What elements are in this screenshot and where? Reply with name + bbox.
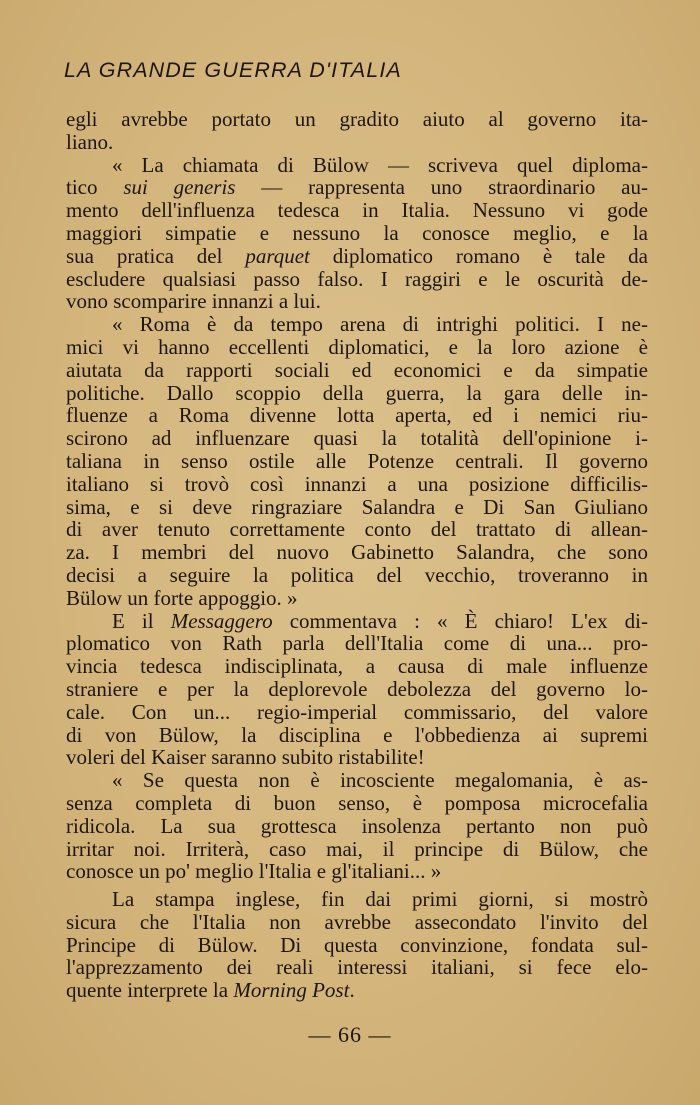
text-line: sima, e si deve ringraziare Salandra e Di San Giuliano <box>66 494 648 519</box>
body-text-block-2 <box>66 888 648 1002</box>
text-line: mento dell'influenza tedesca in Italia. Nessuno vi gode <box>66 198 648 223</box>
italic-term: sui generis <box>123 175 236 200</box>
italic-term: Messaggero <box>170 608 273 633</box>
text-line: decisi a seguire la politica del vecchio, troveranno in <box>66 562 648 587</box>
text-line: escludere qualsiasi passo falso. I raggiri e le oscurità de- <box>66 266 648 291</box>
text-line: sua pratica del parquet diplomatico romano è tale da <box>66 243 648 268</box>
text-line: liano. <box>66 129 114 154</box>
text-line: di aver tenuto correttamente conto del trattato di allean- <box>66 517 648 542</box>
text-line: taliana in senso ostile alle Potenze centrali. Il governo <box>66 448 648 473</box>
text-line: voleri del Kaiser saranno subito ristabilite! <box>66 745 425 770</box>
text-line: quente interprete la Morning Post. <box>66 978 355 1003</box>
body-text-block-1 <box>66 108 648 883</box>
text-line: vincia tedesca indisciplinata, a causa di male influenze <box>66 654 648 679</box>
text-line: aiutata da rapporti sociali ed economici e da simpatie <box>66 357 648 382</box>
text-line: cale. Con un... regio-imperial commissario, del valore <box>66 699 648 724</box>
text-line: fluenze a Roma divenne lotta aperta, ed i nemici riu- <box>66 403 648 428</box>
text-line: ridicola. La sua grottesca insolenza pertanto non può <box>66 813 648 838</box>
text-line: straniere e per la deplorevole debolezza del governo lo- <box>66 676 648 701</box>
text-line: scirono ad influenzare quasi la totalità dell'opinione i- <box>66 426 648 451</box>
text-line: vono scomparire innanzi a lui. <box>66 289 321 314</box>
text-line: italiano si trovò così innanzi a una posizione difficilis- <box>66 471 648 496</box>
italic-term: parquet <box>245 243 310 268</box>
text-line: E il Messaggero commentava : « È chiaro! L'ex di- <box>112 608 649 633</box>
running-header: LA GRANDE GUERRA D'ITALIA <box>64 58 402 82</box>
text-line: « La chiamata di Bülow — scriveva quel diploma- <box>112 152 648 177</box>
italic-term: Morning Post <box>233 978 350 1003</box>
text-line: politiche. Dallo scoppio della guerra, la gara delle in- <box>66 380 648 405</box>
text-line: plomatico von Rath parla dell'Italia come di una... pro- <box>66 631 648 656</box>
text-line: Principe di Bülow. Di questa convinzione, fondata sul- <box>66 932 648 957</box>
text-line: mici vi hanno eccellenti diplomatici, e la loro azione è <box>66 334 648 359</box>
text-line: maggiori simpatie e nessuno la conosce meglio, e la <box>66 220 648 245</box>
text-line: di von Bülow, la disciplina e l'obbedienza ai supremi <box>66 722 648 747</box>
text-line: Bülow un forte appoggio. » <box>66 585 298 610</box>
text-line: za. I membri del nuovo Gabinetto Salandra, che sono <box>66 540 648 565</box>
text-line: « Se questa non è incosciente megalomania, è as- <box>112 768 648 793</box>
page-number: — 66 — <box>308 1022 392 1047</box>
text-line: sicura che l'Italia non avrebbe assecondato l'invito del <box>66 909 648 934</box>
text-line: conosce un po' meglio l'Italia e gl'italiani... » <box>66 859 442 884</box>
text-line: « Roma è da tempo arena di intrighi politici. I ne- <box>112 312 648 337</box>
text-line: senza completa di buon senso, è pomposa microcefalia <box>66 790 648 815</box>
text-line: irritar noi. Irriterà, caso mai, il principe di Bülow, che <box>66 836 648 861</box>
text-line: La stampa inglese, fin dai primi giorni, si mostrò <box>112 887 648 911</box>
text-line: l'apprezzamento dei reali interessi italiani, si fece elo- <box>66 955 648 980</box>
text-line: egli avrebbe portato un gradito aiuto al governo ita- <box>66 107 648 131</box>
text-line: tico sui generis — rappresenta uno straordinario au- <box>66 175 649 200</box>
